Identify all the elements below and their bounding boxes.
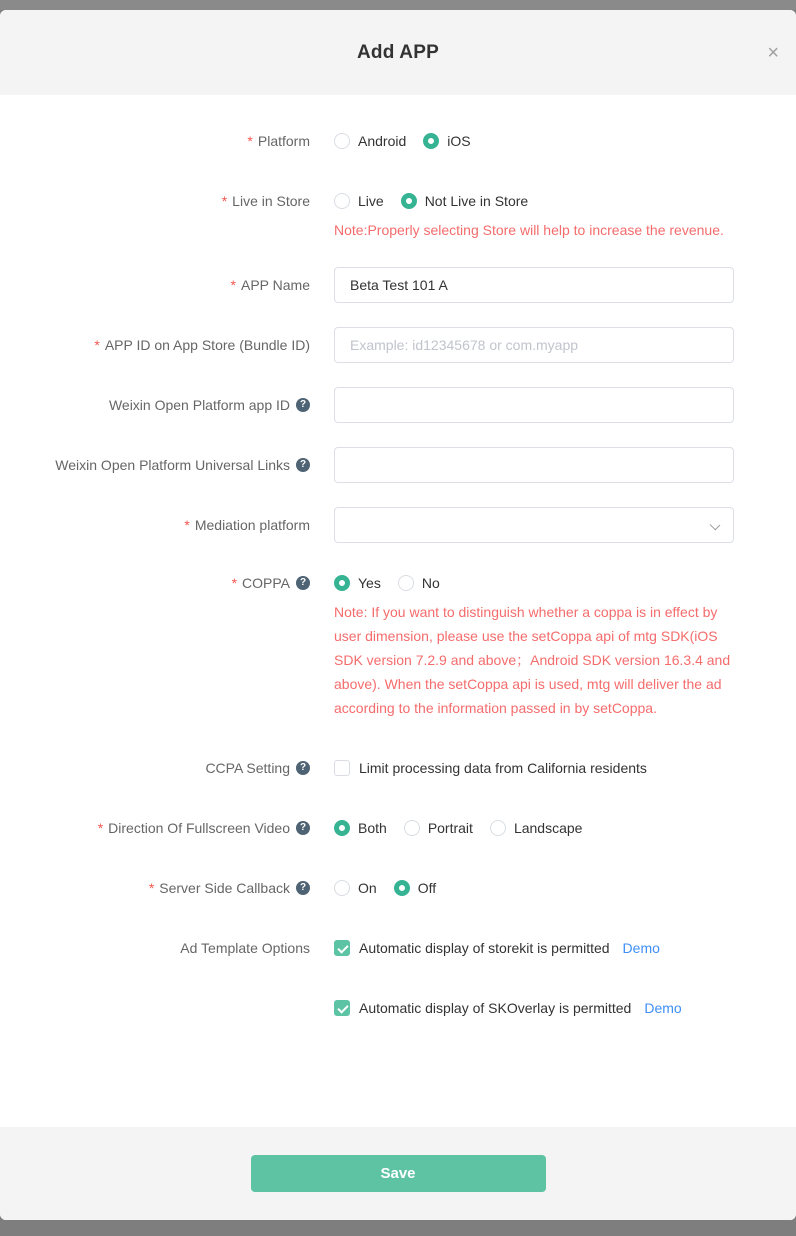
weixin-app-id-label — [0, 387, 310, 423]
help-icon[interactable]: ? — [296, 576, 310, 590]
page-background-bottom-bar — [0, 1220, 796, 1236]
page-background-top-bar — [0, 0, 796, 10]
coppa-options — [334, 573, 734, 720]
form-row-ad-template — [0, 938, 796, 1018]
required-asterisk: * — [231, 575, 238, 591]
radio-both[interactable] — [334, 820, 387, 836]
ccpa-checkbox[interactable] — [334, 760, 350, 776]
modal-header — [0, 10, 796, 95]
radio-landscape-label: Landscape — [513, 820, 583, 836]
radio-portrait[interactable] — [404, 820, 473, 836]
radio-unchecked-icon — [490, 820, 506, 836]
radio-checked-icon — [334, 575, 350, 591]
coppa-radio-group — [334, 573, 734, 593]
platform-options — [334, 131, 734, 151]
bundle-id-control — [334, 327, 734, 363]
radio-landscape[interactable] — [490, 820, 583, 836]
help-icon[interactable]: ? — [296, 881, 310, 895]
weixin-universal-links-input[interactable] — [334, 447, 734, 483]
radio-checked-icon — [334, 820, 350, 836]
weixin-app-id-control — [334, 387, 734, 423]
radio-live-label: Live — [358, 193, 384, 209]
radio-android[interactable] — [334, 133, 406, 149]
live-in-store-label-text: Live in Store — [232, 193, 310, 209]
platform-label — [0, 131, 310, 151]
radio-checked-icon — [394, 880, 410, 896]
fullscreen-direction-options — [334, 818, 734, 838]
ccpa-label-text: CCPA Setting — [205, 760, 290, 776]
radio-android-label: Android — [358, 133, 407, 149]
radio-ios[interactable] — [423, 133, 470, 149]
ad-template-label-text: Ad Template Options — [180, 940, 310, 956]
chevron-down-icon — [710, 520, 721, 531]
server-callback-radio-group — [334, 878, 734, 898]
modal-footer — [0, 1127, 796, 1220]
save-button[interactable]: Save — [251, 1155, 546, 1192]
storekit-demo-link[interactable]: Demo — [622, 940, 660, 956]
radio-unchecked-icon — [334, 193, 350, 209]
required-asterisk: * — [148, 880, 155, 896]
radio-coppa-yes[interactable] — [334, 575, 381, 591]
app-name-input[interactable] — [334, 267, 734, 303]
radio-unchecked-icon — [398, 575, 414, 591]
required-asterisk: * — [94, 337, 100, 353]
skoverlay-checkbox-label: Automatic display of SKOverlay is permitted — [359, 1000, 632, 1016]
form-row-live-in-store — [0, 191, 796, 242]
required-asterisk: * — [247, 133, 253, 149]
app-name-label-text: APP Name — [241, 277, 310, 293]
coppa-note: Note: If you want to distinguish whether a coppa is in effect by user dimension, please use the setCoppa api of mtg SDK(iOS SDK version 7.2.9 and above；Android SDK version 16.3.4 and above). When the setCoppa api is used, mtg will deliver the ad according to the information passed in by setCoppa. — [334, 604, 731, 716]
skoverlay-checkbox-row — [334, 998, 734, 1018]
app-name-control — [334, 267, 734, 303]
radio-on[interactable] — [334, 880, 377, 896]
coppa-label — [0, 573, 310, 593]
server-callback-options — [334, 878, 734, 898]
radio-unchecked-icon — [334, 880, 350, 896]
bundle-id-label-text: APP ID on App Store (Bundle ID) — [104, 337, 310, 353]
mediation-platform-label — [0, 507, 310, 543]
help-icon[interactable]: ? — [296, 458, 310, 472]
help-icon[interactable]: ? — [296, 761, 310, 775]
form-row-app-name — [0, 267, 796, 303]
coppa-label-text: COPPA — [242, 575, 290, 591]
radio-portrait-label: Portrait — [427, 820, 473, 836]
platform-label-text: Platform — [257, 133, 310, 149]
storekit-checkbox-row — [334, 938, 734, 958]
weixin-universal-links-label-text: Weixin Open Platform Universal Links — [55, 457, 290, 473]
mediation-platform-select[interactable] — [334, 507, 734, 543]
ccpa-checkbox-label: Limit processing data from California residents — [359, 760, 647, 776]
form-row-weixin-universal-links — [0, 447, 796, 483]
server-callback-label-text: Server Side Callback — [159, 880, 290, 896]
form-row-coppa — [0, 573, 796, 720]
storekit-checkbox-label: Automatic display of storekit is permitted — [359, 940, 610, 956]
radio-coppa-no-label: No — [421, 575, 440, 591]
bundle-id-label — [0, 327, 310, 363]
radio-checked-icon — [401, 193, 417, 209]
required-asterisk: * — [97, 820, 104, 836]
help-icon[interactable]: ? — [296, 821, 310, 835]
form-row-server-callback — [0, 878, 796, 898]
form-row-fullscreen-direction — [0, 818, 796, 838]
radio-coppa-yes-label: Yes — [358, 575, 381, 591]
form-row-platform — [0, 131, 796, 151]
required-asterisk: * — [184, 517, 190, 533]
fullscreen-direction-label-text: Direction Of Fullscreen Video — [108, 820, 290, 836]
modal-title: Add APP — [357, 41, 439, 63]
radio-on-label: On — [358, 880, 377, 896]
app-name-label — [0, 267, 310, 303]
form-row-weixin-app-id — [0, 387, 796, 423]
form-row-ccpa — [0, 758, 796, 778]
required-asterisk: * — [221, 193, 228, 209]
radio-off[interactable] — [394, 880, 436, 896]
radio-both-label: Both — [358, 820, 387, 836]
storekit-checkbox[interactable] — [334, 940, 350, 956]
weixin-universal-links-control — [334, 447, 734, 483]
radio-not-live-label: Not Live in Store — [424, 193, 529, 209]
weixin-app-id-label-text: Weixin Open Platform app ID — [108, 397, 290, 413]
required-asterisk: * — [230, 277, 236, 293]
mediation-platform-control — [334, 507, 734, 543]
weixin-universal-links-label — [0, 447, 310, 483]
radio-not-live[interactable] — [401, 193, 529, 209]
mediation-platform-label-text: Mediation platform — [194, 517, 310, 533]
fullscreen-direction-label — [0, 818, 310, 838]
weixin-app-id-input[interactable] — [334, 387, 734, 423]
live-in-store-note: Note:Properly selecting Store will help to increase the revenue. — [334, 222, 724, 238]
radio-ios-label: iOS — [447, 133, 471, 149]
add-app-modal — [0, 10, 796, 1220]
ad-template-options — [334, 938, 734, 1018]
server-callback-label — [0, 878, 310, 898]
radio-unchecked-icon — [334, 133, 350, 149]
live-in-store-label — [0, 191, 310, 211]
skoverlay-demo-link[interactable]: Demo — [644, 1000, 682, 1016]
fullscreen-direction-radio-group — [334, 818, 734, 838]
ccpa-control — [334, 758, 734, 778]
help-icon[interactable]: ? — [296, 398, 310, 412]
radio-coppa-no[interactable] — [398, 575, 440, 591]
skoverlay-checkbox[interactable] — [334, 1000, 350, 1016]
radio-unchecked-icon — [404, 820, 420, 836]
form-row-bundle-id — [0, 327, 796, 363]
ccpa-checkbox-row — [334, 758, 734, 778]
close-icon[interactable]: × — [767, 41, 779, 64]
radio-checked-icon — [423, 133, 439, 149]
ccpa-label — [0, 758, 310, 778]
bundle-id-input[interactable] — [334, 327, 734, 363]
add-app-form — [0, 95, 796, 1127]
ad-template-label — [0, 938, 310, 958]
platform-radio-group — [334, 131, 734, 151]
radio-live[interactable] — [334, 193, 384, 209]
form-row-mediation-platform — [0, 507, 796, 543]
live-in-store-options — [334, 191, 734, 242]
radio-off-label: Off — [417, 880, 437, 896]
live-in-store-radio-group — [334, 191, 734, 211]
